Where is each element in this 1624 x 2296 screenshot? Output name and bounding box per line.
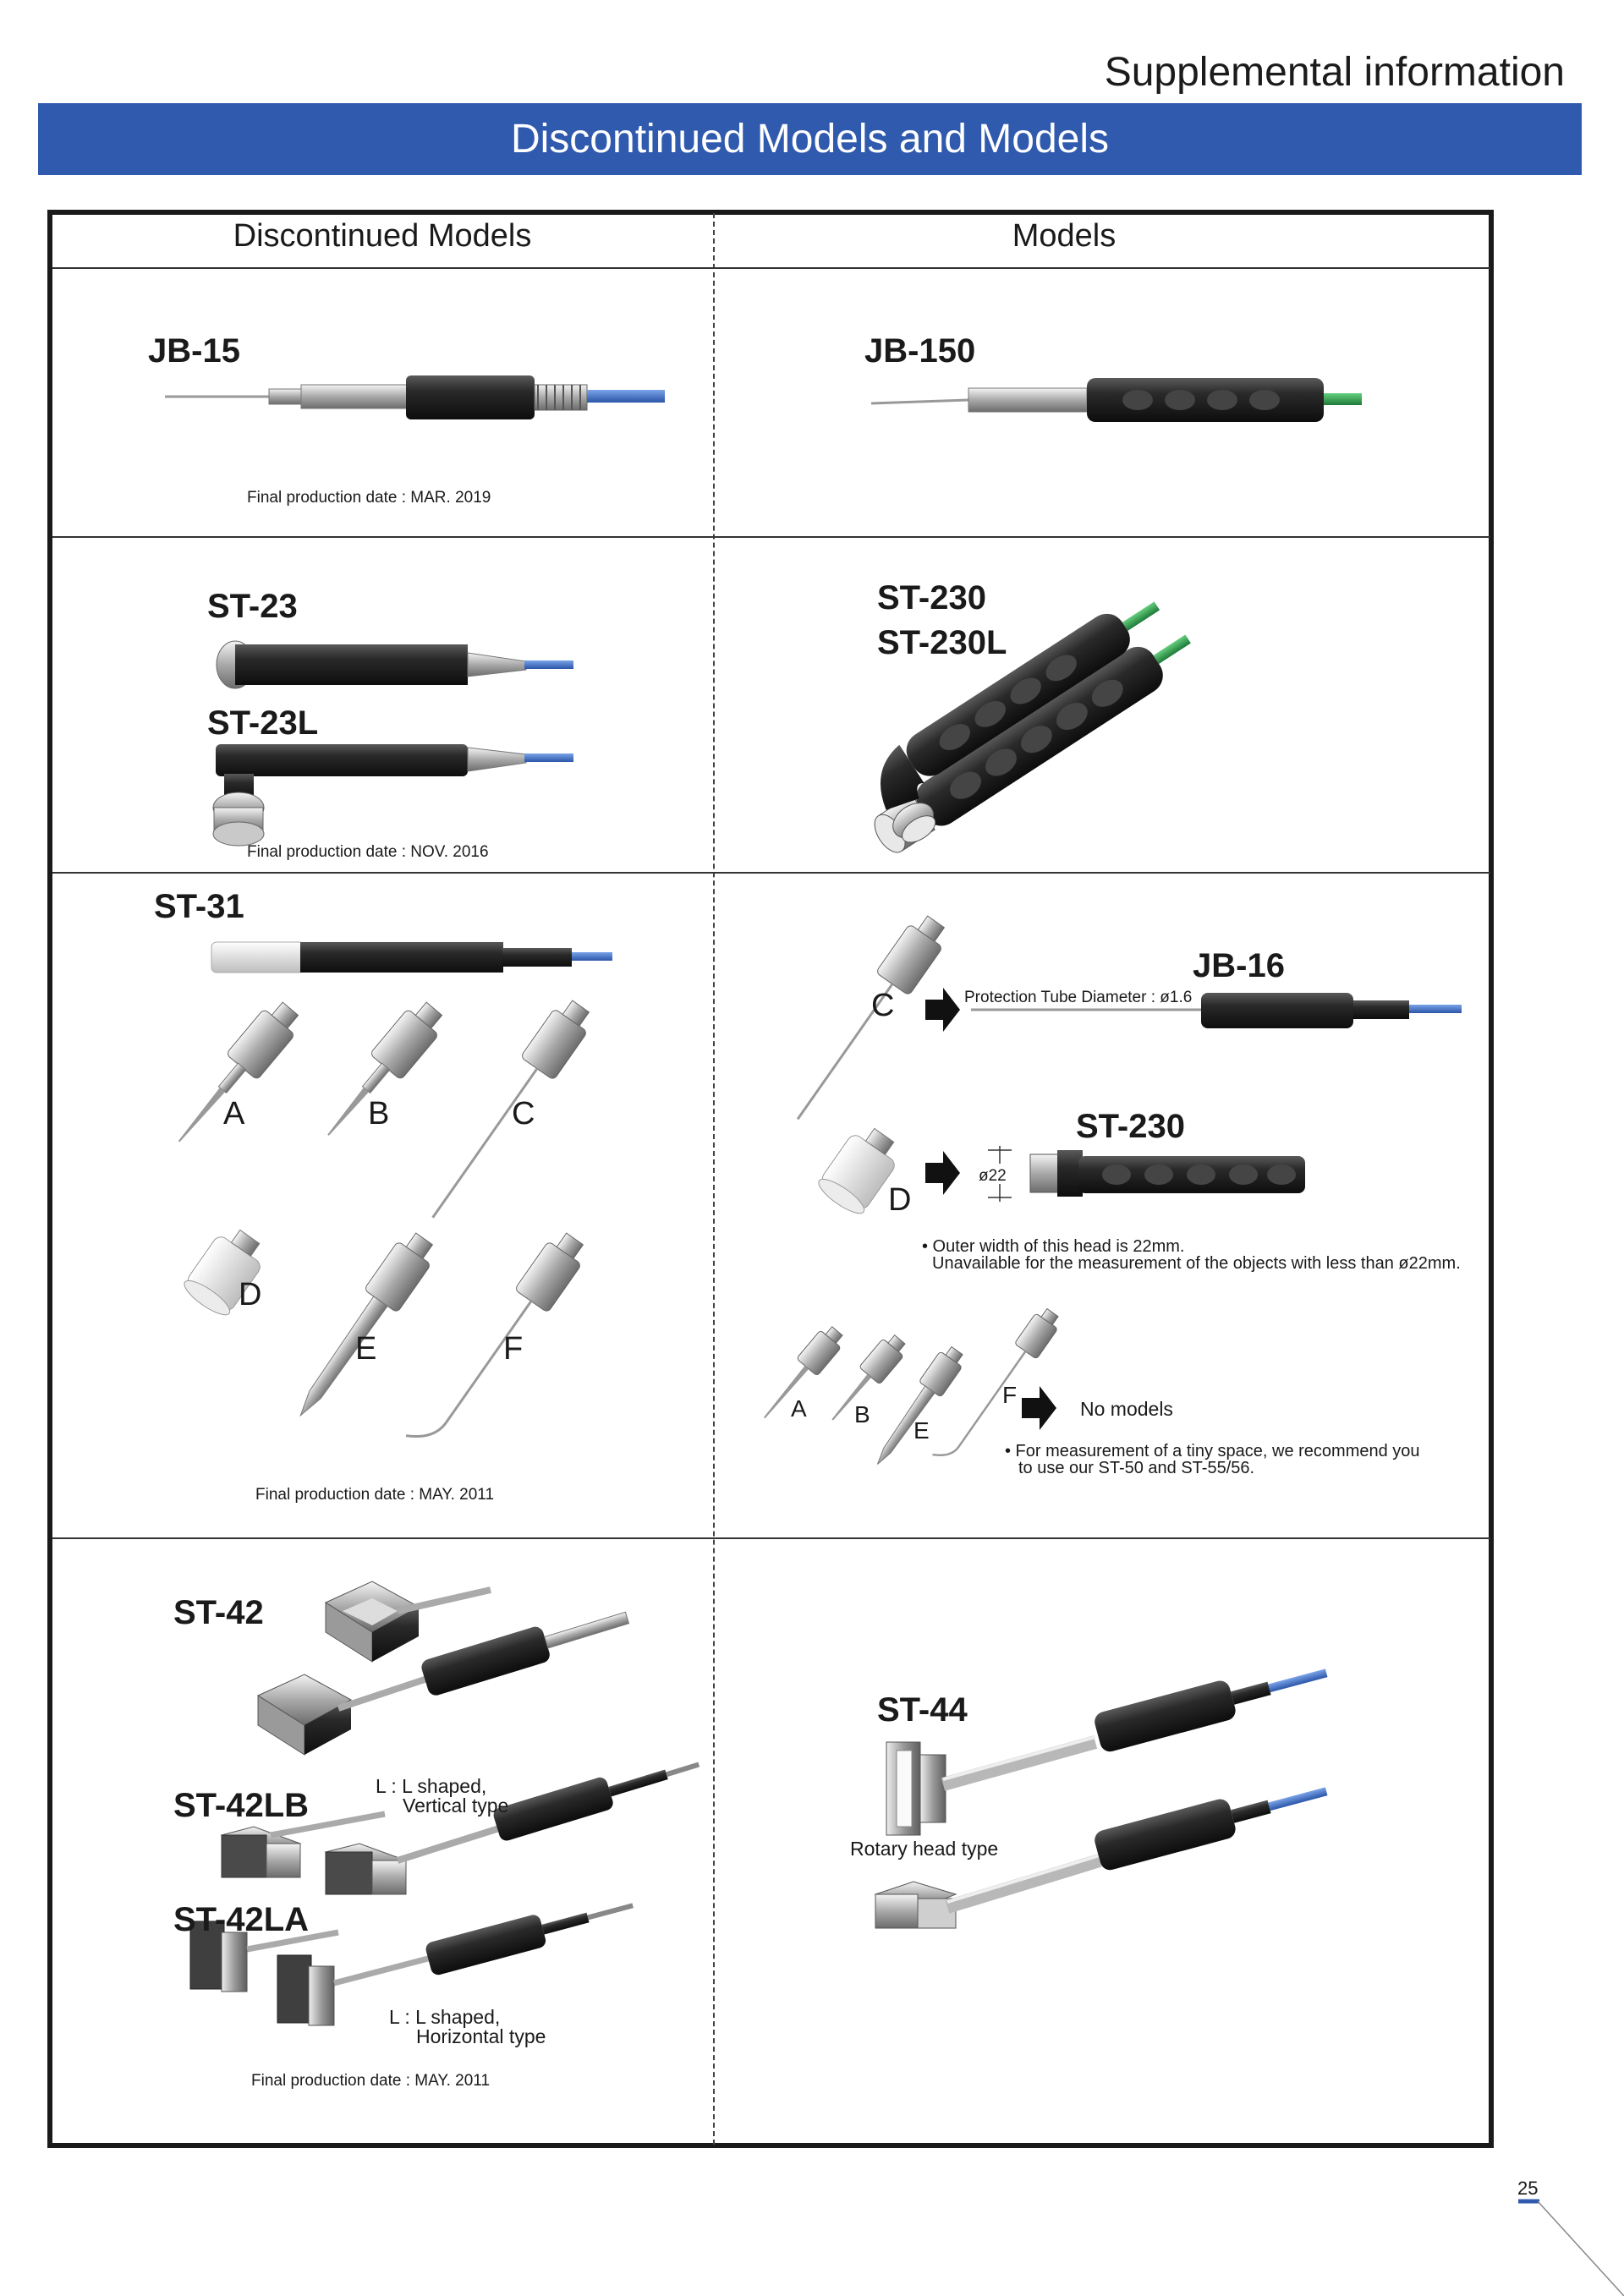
page-number: 25	[1517, 2178, 1539, 2199]
small-tip-label-a: A	[791, 1395, 807, 1422]
tip-label-f: F	[503, 1331, 524, 1367]
model-jb150: JB-150	[864, 332, 976, 370]
model-jb15: JB-15	[148, 332, 240, 370]
model-st44: ST-44	[877, 1691, 968, 1729]
small-tip-label-b: B	[854, 1401, 870, 1427]
model-st31: ST-31	[154, 888, 244, 925]
arrow-d-to-st230	[925, 1151, 960, 1195]
st23-date: Final production date : NOV. 2016	[247, 843, 489, 861]
no-models-label: No models	[1080, 1398, 1173, 1420]
rotary-head-caption: Rotary head type	[850, 1838, 999, 1860]
tip-label-b: B	[368, 1096, 390, 1132]
tip-e-image	[284, 1227, 442, 1427]
column-header-models: Models	[1012, 218, 1116, 254]
supplemental-title: Supplemental information	[1104, 50, 1565, 95]
st31-date: Final production date : MAY. 2011	[255, 1486, 495, 1504]
outer-width-note-line1: • Outer width of this head is 22mm.	[922, 1237, 1185, 1256]
st42-probe-image-2	[258, 1600, 633, 1755]
protection-tube-label: Protection Tube Diameter : ø1.6	[964, 989, 1193, 1006]
arrow-c-to-jb16	[925, 988, 960, 1032]
tiny-space-note-line1: • For measurement of a tiny space, we recommend you	[1005, 1442, 1420, 1460]
arrow-to-no-models	[1022, 1386, 1056, 1430]
tip-label-d: D	[239, 1277, 262, 1312]
model-jb16: JB-16	[1193, 947, 1285, 984]
st42la-note-line1: L : L shaped,	[389, 2006, 501, 2028]
st31-probe-image	[211, 942, 612, 973]
tip-label-a: A	[223, 1096, 245, 1132]
tip-f-image	[406, 1225, 591, 1462]
st42lb-note-line2: Vertical type	[403, 1795, 509, 1817]
right-tip-label-d: D	[888, 1182, 912, 1218]
small-tip-label-e: E	[914, 1417, 930, 1444]
model-st42lb: ST-42LB	[173, 1787, 310, 1824]
model-st42: ST-42	[173, 1594, 264, 1631]
st42la-note-line2: Horizontal type	[416, 2025, 546, 2047]
tip-label-c: C	[512, 1096, 535, 1132]
diameter-label: ø22	[979, 1167, 1007, 1185]
model-st230l: ST-230L	[877, 624, 1007, 661]
st23-probe-image	[217, 641, 573, 688]
st42lb-note-line1: L : L shaped,	[376, 1775, 487, 1797]
st42-date: Final production date : MAY. 2011	[251, 2072, 491, 2090]
outer-width-note-line2: Unavailable for the measurement of the objects with less than ø22mm.	[932, 1254, 1461, 1273]
jb150-probe-image	[871, 378, 1362, 422]
jb15-date: Final production date : MAR. 2019	[247, 489, 491, 507]
st23l-probe-image	[213, 744, 573, 846]
st230-head-image	[988, 1146, 1305, 1202]
model-st230: ST-230	[877, 579, 986, 616]
column-header-discontinued: Discontinued Models	[233, 218, 532, 254]
tip-label-e: E	[355, 1331, 377, 1367]
model-st23l: ST-23L	[207, 704, 319, 742]
tip-c-image	[416, 995, 597, 1229]
model-st42la: ST-42LA	[173, 1901, 310, 1938]
page-corner-line	[1538, 2201, 1624, 2296]
model-st23: ST-23	[207, 588, 298, 625]
small-tip-label-f: F	[1002, 1382, 1018, 1408]
section-banner: Discontinued Models and Models	[38, 103, 1582, 175]
jb15-probe-image	[165, 375, 665, 419]
tiny-space-note-line2: to use our ST-50 and ST-55/56.	[1018, 1459, 1255, 1477]
right-tip-label-c: C	[871, 988, 895, 1023]
right-tip-c-image	[781, 910, 952, 1131]
model-st230-alt: ST-230	[1076, 1108, 1185, 1145]
